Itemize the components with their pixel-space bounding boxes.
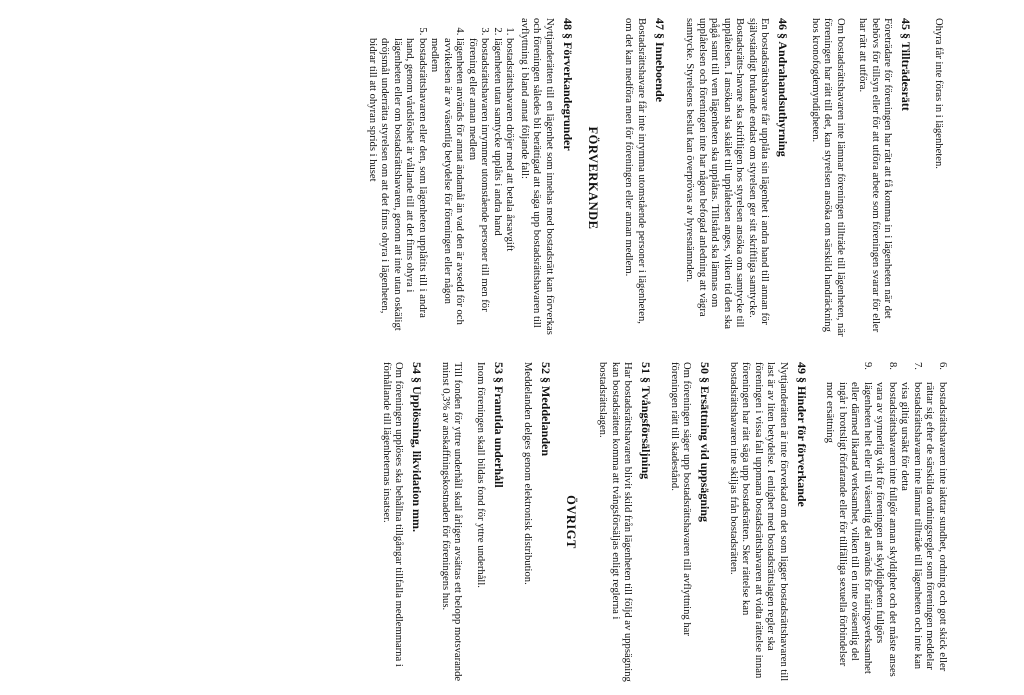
section-49-paragraph-1: Nyttjanderätten är inte förverkad om det som ligger bostadsrättshavaren till last är av liten betydelse. I enlighet med bostadsrättslagen regler ska föreningen i vissa fall uppmana bostadsrättshavaren att vidta rättelse innan föreningen har rätt säga upp bostadsrätten. Sker rättelse kan bostadsrättshavaren inte skiljas från bostadsrätten. — [727, 362, 789, 682]
forverkande-list-continued — [823, 362, 948, 682]
section-48 — [365, 18, 575, 338]
list-item: 1. bostadsrättshavaren dröjer med att betala årsavgift — [503, 38, 516, 338]
section-54-paragraph-1: Om föreningen upplöses ska behållna tillgångar tillfalla medlemmarna i förhållande till lägenheternas insatser. — [380, 362, 405, 667]
section-50-heading: 50 § Ersättning vid uppsägning — [698, 362, 713, 523]
section-51 — [596, 362, 654, 682]
section-47 — [622, 18, 667, 338]
section-46-paragraph-1: En bostadsrättshavare får upplåta sin lägenhet i andra hand till annan för självständigt brukande endast om styrelsen ger sitt skriftliga samtycke. Bostadsrätts-havare ska skriftligen hos styrelsen ansöka om samtycke till upplåtelsen. I ansökan ska skälet till upplåtelsen anges, vilken tid den ska pågå samt till vem lägenheten ska upplåtas. Tillstånd ska lämnas om upplåtelsen och föreningen inte har någon befogad anledning att vägra samtycke. Styrelsens beslut kan överprövas av hyresnämnden. — [684, 18, 771, 329]
section-45-paragraph-1: Företrädare för föreningen har rätt att få komma in i lägenheten när det behövs för tillsyn eller för att utföra arbete som föreningen svarar för eller har rätt att utföra. — [857, 18, 894, 333]
section-45-heading: 45 § Tillträdesrätt — [899, 18, 914, 111]
forverkande-list — [365, 18, 515, 338]
list-item: 3. bostadsrättshavaren inrymmer utomstående personer till men för förening eller annan medlem — [465, 38, 490, 338]
list-item-number: 6. — [937, 362, 948, 370]
list-item-text: bostadsrättshavaren inte fullgör annan skyldighet och det måste anses vara av synnerlig vikt för föreningen att skyldigheten fullgörs — [874, 382, 898, 677]
section-50-paragraph-1: Om föreningen säger upp bostadsrättshavaren till avflyttning har föreningen rätt till skadestånd. — [668, 362, 693, 636]
left-column — [0, 18, 1024, 338]
section-52-heading: 52 § Meddelanden — [538, 362, 553, 457]
list-item — [898, 362, 923, 682]
section-53 — [438, 362, 506, 682]
list-item — [823, 362, 873, 682]
ovrigt-title: ÖVRIGT — [563, 495, 578, 549]
section-54-heading: 54 § Upplösning, likvidation mm. — [410, 362, 425, 533]
section-52-paragraph-1: Meddelanden delges genom elektronisk distribution. — [521, 362, 533, 585]
section-47-heading: 47 § Inneboende — [652, 18, 667, 103]
section-45-paragraph-2: Om bostadsrättshavaren inte lämnar föreningen tillträde till lägenheten, när föreningen har rätt till det, kan styrelsen ansöka om särskild handräckning hos kronofogdemyndigheten. — [809, 18, 846, 337]
list-item-number: 7. — [912, 362, 923, 370]
list-item-number: 9. — [862, 362, 873, 370]
section-51-heading: 51 § Tvångsförsäljning — [639, 362, 654, 480]
section-49 — [726, 362, 809, 682]
section-53-paragraph-1: Inom föreningen skall bildas fond för yttre underhåll. — [474, 362, 486, 588]
section-50 — [667, 362, 712, 682]
section-46 — [683, 18, 791, 338]
forverkande-title: FÖRVERKANDE — [585, 126, 600, 230]
list-item-text: bostadsrättshavaren inte lämnar tillträde till lägenheten och inte kan visa giltig ursäkt för detta — [899, 382, 923, 670]
section-45 — [808, 18, 913, 338]
list-item-text: bostadsrättshavaren inte iakttar sundhet, ordning och gott skick eller rättar sig efter de särskilda ordningsregler som föreningen meddelar — [924, 382, 948, 672]
section-54 — [379, 362, 424, 682]
section-46-heading: 46 § Andrahandsuthyrning — [776, 18, 791, 157]
section-47-paragraph-1: Bostadsrättshavare får inte inrymma utomstående personer i lägenheten, om det kan medföra men för föreningen eller annan medlem. — [623, 18, 647, 324]
section-48-heading: 48 § Förverkandegrunder — [560, 18, 575, 151]
section-53-heading: 53 § Framtida underhåll — [492, 362, 507, 488]
section-53-paragraph-2: Till fonden för yttre underhåll skall årligen avsättas ett belopp motsvarande minst 0,3% av anskaffningskostnaden för föreningens hus. — [439, 362, 464, 682]
list-item: 5. bostadsrättshavaren eller den, som lägenheten upplåtits till i andra hand, genom vårdslöshet är vållande till att det finns ohyra i lägenheten eller om bostadsrättshavaren, genom att inte utan oskäligt dröjsmål underrätta styrelsen om att det finns ohyra i lägenheten, bidrar till att ohyran sprids i huset — [365, 38, 428, 338]
list-item-number: 8. — [887, 362, 898, 370]
section-51-paragraph-1: Har bostadsrättshavaren blivit skild från lägenheten till följd av uppsägning kan bostadsrätten komma att tvångsförsäljas enligt reglerna i bostadsrättslagen. — [597, 362, 634, 682]
list-item: 4. lägenheten används för annat ändamål än vad den är avsedd för och avvikelsen är av väsentlig betydelse för föreningen eller någon medlem — [428, 38, 466, 338]
section-52 — [520, 362, 553, 682]
list-item — [873, 362, 898, 682]
section-49-heading: 49 § Hinder för förverkande — [795, 362, 809, 507]
right-column — [0, 362, 1024, 682]
list-item-text: lägenheten helt eller till väsentlig del används för näringsverksamhet eller därmed likartad verksamhet, vilken till en inte oväsentlig del ingår i brottsligt förfarande eller för tillfälliga sexuella förbindelser mot ersättning — [824, 382, 873, 674]
intro-text: Ohyra får inte föras in i lägenheten. — [933, 18, 944, 169]
list-item — [923, 362, 948, 682]
section-48-paragraph-1: Nyttjanderätten till en lägenhet som innehas med bostadsrätt kan förverkas och föreningen således bli berättigad att säga upp bostadsrättshavaren till avflyttning i bland annat följande fall: — [518, 18, 555, 335]
list-item: 2. lägenheten utan samtycke upplåts i andra hand — [490, 38, 503, 338]
